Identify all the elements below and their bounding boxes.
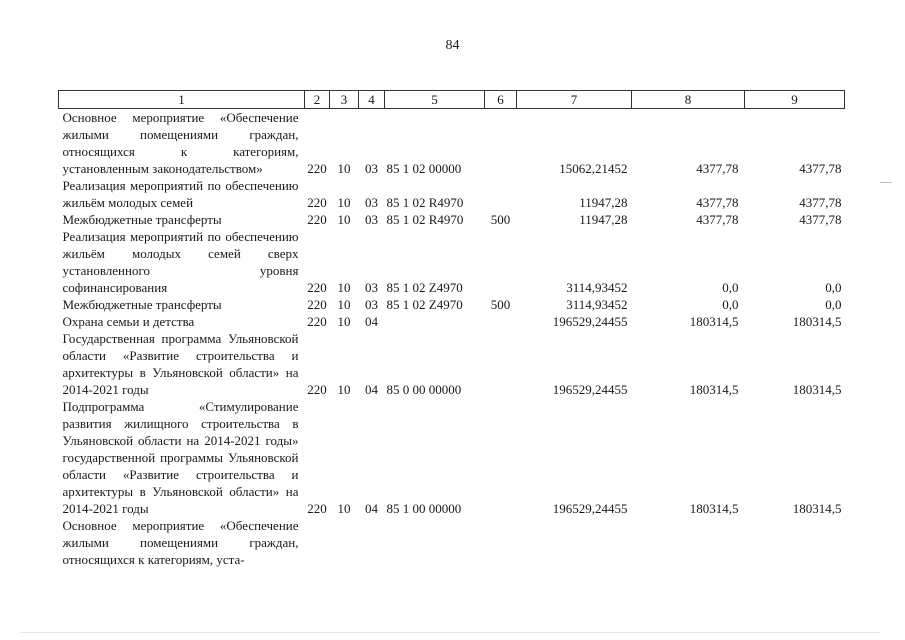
cell-c5: 85 1 02 R4970 bbox=[386, 212, 464, 227]
cell-c5: 85 1 00 00000 bbox=[386, 501, 462, 516]
row-name: Государственная программа Ульяновской области «Развитие строительства и архитектуры в Ульяновской области» на 2014-2021 годы bbox=[62, 331, 299, 397]
table-row bbox=[59, 109, 845, 178]
cell-c2: 220 bbox=[307, 382, 327, 397]
cell-c9: 4377,78 bbox=[799, 195, 842, 210]
cell-c9: 0,0 bbox=[825, 297, 842, 312]
cell-c3: 10 bbox=[337, 314, 351, 329]
cell-c8: 180314,5 bbox=[689, 314, 739, 329]
table-row bbox=[59, 296, 845, 313]
cell-c8: 180314,5 bbox=[689, 501, 739, 516]
cell-c8: 4377,78 bbox=[696, 161, 739, 176]
cell-c2: 220 bbox=[307, 280, 327, 295]
cell-c8: 4377,78 bbox=[696, 212, 739, 227]
cell-c2: 220 bbox=[307, 314, 327, 329]
row-name: Охрана семьи и детства bbox=[62, 314, 195, 329]
cell-c6 bbox=[485, 517, 517, 568]
row-name: Реализация мероприятий по обеспечению жильём молодых семей bbox=[62, 178, 299, 210]
cell-c9: 180314,5 bbox=[792, 382, 842, 397]
cell-c2: 220 bbox=[307, 161, 327, 176]
cell-c9: 0,0 bbox=[825, 280, 842, 295]
cell-c9 bbox=[745, 517, 845, 568]
column-header: 9 bbox=[745, 91, 845, 109]
cell-c5: 85 1 02 Z4970 bbox=[386, 297, 463, 312]
scan-mark-right bbox=[880, 182, 892, 183]
cell-c6 bbox=[485, 313, 517, 330]
column-header: 7 bbox=[517, 91, 632, 109]
cell-c6 bbox=[485, 398, 517, 517]
cell-c4: 03 bbox=[365, 195, 378, 210]
header-row bbox=[59, 91, 845, 109]
cell-c7: 11947,28 bbox=[579, 212, 628, 227]
cell-c2 bbox=[305, 517, 330, 568]
table-row bbox=[59, 330, 845, 398]
cell-c9: 4377,78 bbox=[799, 212, 842, 227]
cell-c4: 03 bbox=[365, 161, 378, 176]
cell-c6 bbox=[485, 228, 517, 296]
cell-c6 bbox=[485, 109, 517, 178]
cell-c3: 10 bbox=[337, 501, 351, 516]
cell-c7: 196529,24455 bbox=[552, 501, 628, 516]
cell-c6: 500 bbox=[490, 212, 511, 227]
column-header: 6 bbox=[485, 91, 517, 109]
cell-c2: 220 bbox=[307, 501, 327, 516]
cell-c8: 0,0 bbox=[722, 297, 739, 312]
cell-c3: 10 bbox=[337, 212, 351, 227]
cell-c3: 10 bbox=[337, 280, 351, 295]
budget-table bbox=[58, 90, 845, 568]
table-row bbox=[59, 517, 845, 568]
cell-c7: 196529,24455 bbox=[552, 382, 628, 397]
cell-c6 bbox=[485, 330, 517, 398]
cell-c5: 85 1 02 00000 bbox=[386, 161, 462, 176]
column-header: 1 bbox=[59, 91, 305, 109]
table-row bbox=[59, 228, 845, 296]
cell-c3: 10 bbox=[337, 195, 351, 210]
table-row bbox=[59, 313, 845, 330]
table-row bbox=[59, 211, 845, 228]
cell-c8: 4377,78 bbox=[696, 195, 739, 210]
cell-c9: 180314,5 bbox=[792, 314, 842, 329]
cell-c7: 3114,93452 bbox=[566, 297, 628, 312]
cell-c5: 85 1 02 R4970 bbox=[386, 195, 464, 210]
cell-c4: 04 bbox=[365, 314, 378, 329]
table-row bbox=[59, 177, 845, 211]
page-number: 84 bbox=[445, 38, 460, 53]
row-name: Основное мероприятие «Обеспечение жилыми помещениями граждан, относящихся к категориям, уста- bbox=[62, 518, 299, 567]
cell-c5 bbox=[385, 517, 485, 568]
cell-c8 bbox=[632, 517, 745, 568]
cell-c4: 04 bbox=[365, 382, 378, 397]
cell-c2: 220 bbox=[307, 195, 327, 210]
scan-mark-bottom bbox=[20, 632, 880, 633]
cell-c4: 03 bbox=[365, 212, 378, 227]
row-name: Основное мероприятие «Обеспечение жилыми помещениями граждан, относящихся к категориям, установленным законодательством» bbox=[62, 110, 299, 176]
cell-c5: 85 0 00 00000 bbox=[386, 382, 462, 397]
cell-c8: 0,0 bbox=[722, 280, 739, 295]
cell-c3 bbox=[330, 517, 359, 568]
cell-c2: 220 bbox=[307, 297, 327, 312]
table-row bbox=[59, 398, 845, 517]
column-header: 3 bbox=[330, 91, 359, 109]
row-name: Реализация мероприятий по обеспечению жильём молодых семей сверх установленного уровня софинансирования bbox=[62, 229, 299, 295]
cell-c9: 4377,78 bbox=[799, 161, 842, 176]
cell-c4: 03 bbox=[365, 280, 378, 295]
column-header: 4 bbox=[359, 91, 385, 109]
cell-c3: 10 bbox=[337, 382, 351, 397]
cell-c9: 180314,5 bbox=[792, 501, 842, 516]
cell-c5 bbox=[385, 313, 485, 330]
column-header: 2 bbox=[305, 91, 330, 109]
cell-c7 bbox=[517, 517, 632, 568]
row-name: Межбюджетные трансферты bbox=[62, 297, 222, 312]
column-header: 5 bbox=[385, 91, 485, 109]
column-header: 8 bbox=[632, 91, 745, 109]
cell-c4 bbox=[359, 517, 385, 568]
cell-c7: 196529,24455 bbox=[552, 314, 628, 329]
row-name: Подпрограмма «Стимулирование развития жилищного строительства в Ульяновской области на 2014-2021 годы» государственной программы Ульяновской области «Развитие строительства и архитектуры в Ульяновской области» на 2014-2021 годы bbox=[62, 399, 299, 516]
cell-c8: 180314,5 bbox=[689, 382, 739, 397]
row-name: Межбюджетные трансферты bbox=[62, 212, 222, 227]
cell-c6: 500 bbox=[490, 297, 511, 312]
cell-c4: 04 bbox=[365, 501, 378, 516]
cell-c3: 10 bbox=[337, 161, 351, 176]
cell-c7: 11947,28 bbox=[579, 195, 628, 210]
cell-c2: 220 bbox=[307, 212, 327, 227]
cell-c6 bbox=[485, 177, 517, 211]
cell-c7: 3114,93452 bbox=[566, 280, 628, 295]
cell-c5: 85 1 02 Z4970 bbox=[386, 280, 463, 295]
cell-c4: 03 bbox=[365, 297, 378, 312]
cell-c3: 10 bbox=[337, 297, 351, 312]
cell-c7: 15062,21452 bbox=[559, 161, 628, 176]
